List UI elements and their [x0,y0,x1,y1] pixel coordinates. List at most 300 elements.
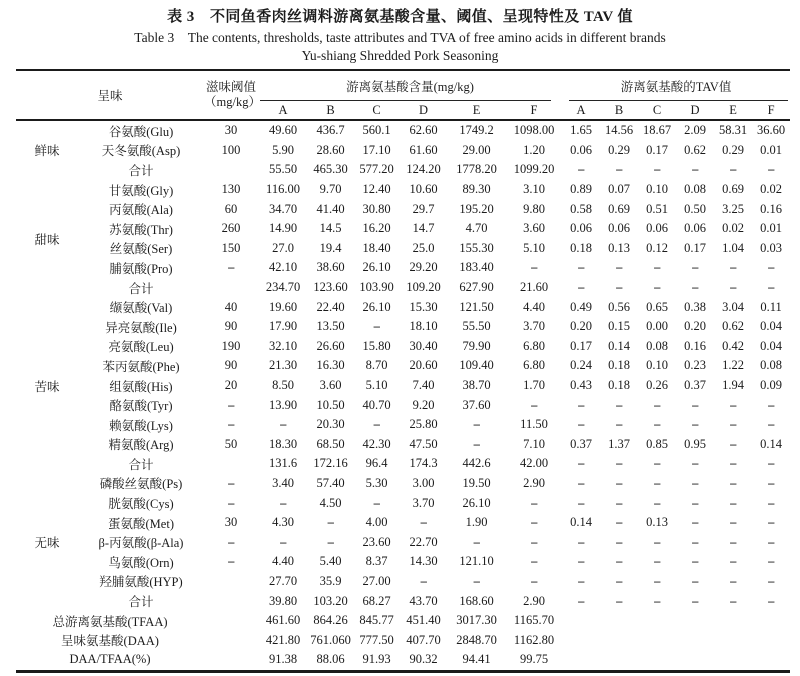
tav-cell-B: – [616,162,622,177]
tav-cell-B: – [616,475,622,490]
header-threshold-line2: （mg/kg） [204,95,261,109]
threshold-cell: 30 [224,515,238,530]
threshold-cell [204,572,258,592]
tav-cell-B: 14.56 [604,123,634,138]
tav-cell-C: – [654,573,660,588]
content-cell-C: 560.1 [362,123,391,138]
tav-cell-E: – [730,280,736,295]
table-row [16,239,790,259]
content-cell-A: 4.30 [272,515,294,530]
content-cell-D: 3.70 [412,495,435,510]
content-cell-B: 864.26 [313,613,348,628]
tav-cell-D: – [692,495,698,510]
amino-acid-name-cell: 亮氨酸(Leu) [108,340,174,355]
tav-cell-B [600,630,638,650]
content-cell-D: 20.60 [409,358,438,373]
content-cell-E: – [473,534,480,549]
content-cell-F: 5.10 [523,240,545,255]
content-cell-E: 89.30 [462,182,491,197]
tav-cell-A: 0.06 [570,142,592,157]
amino-acid-name-cell: 丙氨酸(Ala) [109,203,173,218]
content-cell-A: 421.80 [265,632,301,647]
tav-cell-A [562,611,600,631]
tav-cell-A: – [578,260,584,275]
tav-cell-D: 0.20 [684,319,706,334]
content-cell-C: 91.93 [362,652,391,667]
threshold-cell: – [228,554,234,569]
tav-cell-B: – [616,534,622,549]
content-cell-B: 436.7 [316,123,345,138]
content-cell-A: 34.70 [268,201,298,216]
content-cell-A: – [280,534,286,549]
threshold-cell: 40 [224,299,238,314]
threshold-cell: 100 [221,142,241,157]
content-cell-B: 3.60 [319,378,342,393]
threshold-cell [204,650,258,671]
content-cell-A: 49.60 [268,123,298,138]
tav-cell-F: 0.14 [760,436,782,451]
tav-cell-F: – [768,162,774,177]
content-cell-D: 10.60 [409,182,438,197]
content-cell-A: 21.30 [268,358,298,373]
table-row [16,395,790,415]
tav-cell-D: 0.17 [684,240,706,255]
content-cell-B: 19.4 [319,240,342,255]
content-cell-C: 103.90 [359,280,394,295]
tav-cell-C: – [654,280,660,295]
tav-cell-E: 1.94 [722,378,744,393]
tav-cell-C [638,630,676,650]
header-content-sample-f: F [506,101,562,120]
tav-cell-C: 0.85 [646,436,668,451]
table-row [16,376,790,396]
content-cell-D: – [420,515,427,530]
tav-cell-E: – [730,534,736,549]
content-cell-D: 25.0 [412,240,435,255]
content-cell-D: 7.40 [412,378,435,393]
amino-acid-name-cell: 磷酸丝氨酸(Ps) [99,477,183,492]
tav-cell-C: – [654,260,660,275]
table-body [16,120,790,671]
content-cell-D: 451.40 [406,613,441,628]
threshold-cell: – [228,534,234,549]
content-cell-F: – [531,534,537,549]
amino-acid-name-cell: 蛋氨酸(Met) [108,516,174,531]
tav-cell-B: – [616,495,622,510]
content-cell-B: 22.40 [316,299,345,314]
content-cell-F: 1162.80 [513,632,555,647]
taste-group-cell: 苦味 [34,379,60,394]
tav-cell-B: 0.69 [608,201,630,216]
tav-cell-E: – [730,260,736,275]
tav-cell-C: 18.67 [642,123,672,138]
content-cell-E: 183.40 [459,260,494,275]
tav-cell-F: – [768,534,774,549]
header-tav-sample-d: D [676,101,714,120]
threshold-cell: 90 [224,358,238,373]
header-taste: 呈味 [16,70,204,120]
tav-cell-E: – [730,456,736,471]
tav-cell-D: – [692,280,698,295]
table-title-cn: 表 3 不同鱼香肉丝调料游离氨基酸含量、阈值、呈现特性及 TAV 值 [167,9,633,25]
content-cell-C: – [373,319,380,334]
tav-cell-F: 0.11 [760,299,782,314]
content-cell-B: 761.060 [310,632,351,647]
content-cell-F: 1099.20 [513,162,555,177]
content-cell-F: – [531,260,537,275]
content-cell-C: 5.30 [365,475,388,490]
content-cell-F: 42.00 [519,456,549,471]
content-cell-B: 20.30 [316,417,345,432]
table-row [16,258,790,278]
tav-cell-B: 0.18 [608,378,630,393]
content-cell-A: 3.40 [272,475,294,490]
tav-cell-C: – [654,593,660,608]
table-row [16,199,790,219]
tav-cell-E: – [730,436,736,451]
tav-cell-D: – [692,260,698,275]
amino-acid-name-cell: 精氨酸(Arg) [108,438,174,453]
threshold-cell: 60 [224,201,238,216]
content-cell-C: 5.10 [365,378,388,393]
summary-row [16,650,790,671]
summary-row [16,630,790,650]
tav-cell-D: – [692,515,698,530]
amino-acid-name-cell: 羟脯氨酸(HYP) [99,575,183,590]
content-cell-B: 16.30 [316,358,345,373]
content-cell-F: 7.10 [523,436,545,451]
content-cell-D: 14.30 [409,554,438,569]
amino-acid-name-cell: 甘氨酸(Gly) [108,183,174,198]
content-cell-D: 30.40 [409,338,438,353]
tav-cell-F: 0.03 [760,240,782,255]
content-cell-C: 68.27 [362,593,391,608]
taste-group-cell: 鲜味 [34,144,60,159]
content-cell-B: 88.06 [316,652,345,667]
threshold-cell: 150 [221,240,241,255]
taste-group-cell: 无味 [34,536,60,551]
content-cell-E: 29.00 [462,142,491,157]
tav-cell-D: 0.50 [684,201,706,216]
summary-label-cell: 呈味氨基酸(DAA) [61,634,159,649]
table-row [16,454,790,474]
amino-acid-name-cell: 酪氨酸(Tyr) [109,399,173,414]
table-row [16,572,790,592]
tav-cell-D: – [692,593,698,608]
tav-cell-A: – [578,475,584,490]
content-cell-B: 123.60 [313,280,348,295]
tav-cell-F: 0.16 [760,201,782,216]
header-threshold [204,70,261,120]
content-cell-A: 27.70 [268,573,298,588]
threshold-cell [204,630,258,650]
content-cell-E: 442.6 [462,456,491,471]
content-cell-B: – [327,515,334,530]
content-cell-E: 195.20 [459,201,494,216]
tav-cell-A: – [578,593,584,608]
amino-acid-name-cell: 胱氨酸(Cys) [108,497,174,512]
tav-cell-B: 0.15 [608,319,630,334]
content-cell-E: 19.50 [462,475,491,490]
tav-cell-B: – [616,593,622,608]
content-cell-D: 9.20 [412,397,435,412]
amino-acid-name-cell: 赖氨酸(Lys) [109,418,173,433]
tav-cell-F: 0.01 [760,142,782,157]
table-row [16,591,790,611]
tav-cell-D: 0.23 [684,358,706,373]
table-row [16,552,790,572]
content-cell-C: – [373,495,380,510]
table-row [16,297,790,317]
tav-cell-A: – [578,554,584,569]
tav-cell-C: – [654,495,660,510]
content-cell-C: 26.10 [362,299,391,314]
threshold-cell: – [228,260,234,275]
threshold-cell [204,591,258,611]
subtotal-label-cell: 合计 [128,457,154,472]
header-content-sample-e: E [447,101,506,120]
tav-cell-F: 0.04 [760,319,782,334]
tav-cell-B: – [616,456,622,471]
content-cell-C: 96.4 [365,456,388,471]
content-cell-C: 4.00 [365,515,388,530]
header-content-sample-d: D [400,101,447,120]
content-cell-D: 174.3 [409,456,438,471]
tav-cell-B: – [616,397,622,412]
content-cell-A: 13.90 [268,397,298,412]
threshold-cell: 90 [224,319,238,334]
table-row [16,180,790,200]
tav-cell-E: – [730,162,736,177]
tav-cell-B: 0.18 [608,358,630,373]
tav-cell-F: 0.01 [760,221,782,236]
tav-cell-D: – [692,162,698,177]
content-cell-E: 1.90 [465,515,488,530]
tav-cell-A: 0.24 [570,358,592,373]
tav-cell-F [752,650,790,671]
tav-cell-D: 0.08 [684,182,706,197]
threshold-cell: – [228,417,234,432]
content-cell-B: 103.20 [313,593,348,608]
table-row [16,160,790,180]
tav-cell-A: 0.37 [570,436,592,451]
header-group-row [16,70,790,101]
tav-cell-B: – [616,573,622,588]
content-cell-F: 1.20 [523,142,545,157]
header-content-sample-a: A [258,101,308,120]
content-cell-C: 8.70 [365,358,388,373]
header-threshold-line1: 滋味阈值 [206,80,257,95]
content-cell-B: 172.16 [313,456,348,471]
content-cell-B: 41.40 [316,201,345,216]
content-cell-B: 9.70 [319,182,342,197]
content-cell-F: – [531,495,537,510]
content-cell-E: 3017.30 [456,613,497,628]
tav-cell-E: 0.02 [722,221,744,236]
content-cell-E: – [473,436,480,451]
content-cell-F: 2.90 [523,475,545,490]
content-cell-F: 99.75 [519,652,549,667]
tav-cell-C: 0.26 [646,378,668,393]
tav-cell-A: 0.17 [570,338,592,353]
amino-acid-name-cell: 天冬氨酸(Asp) [101,144,181,159]
threshold-cell: – [228,475,234,490]
tav-cell-B: 0.56 [608,299,630,314]
amino-acid-name-cell: 异亮氨酸(Ile) [105,320,177,335]
content-cell-A: 19.60 [268,299,298,314]
content-cell-F: – [531,554,537,569]
tav-cell-F: – [768,280,774,295]
tav-cell-D: – [692,475,698,490]
content-cell-C: 42.30 [362,436,391,451]
content-cell-F: 4.40 [523,299,545,314]
table-row [16,532,790,552]
tav-cell-C: 0.06 [646,221,668,236]
tav-cell-A: – [578,417,584,432]
content-cell-B: 35.9 [319,573,342,588]
content-cell-F: – [531,573,537,588]
tav-cell-C: 0.00 [646,319,668,334]
tav-cell-E: – [730,573,736,588]
tav-cell-D: 2.09 [684,123,706,138]
tav-cell-C: 0.13 [646,515,668,530]
content-cell-A: 4.40 [272,554,294,569]
content-cell-E: 37.60 [462,397,491,412]
tav-cell-B: – [616,554,622,569]
tav-cell-E: – [730,475,736,490]
tav-cell-A: 0.89 [570,182,592,197]
content-cell-C: 777.50 [359,632,394,647]
subtotal-label-cell: 合计 [128,281,154,296]
tav-cell-B [600,650,638,671]
table-row [16,317,790,337]
tav-cell-F: – [768,554,774,569]
tav-cell-E: 1.04 [722,240,744,255]
tav-cell-C: – [654,534,660,549]
content-cell-D: 18.10 [409,319,438,334]
tav-cell-B: 0.29 [608,142,630,157]
content-cell-F: – [531,515,537,530]
summary-row [16,611,790,631]
tav-cell-E: – [730,495,736,510]
threshold-cell: 30 [224,123,238,138]
header-tav-sample-a: A [562,101,600,120]
tav-cell-D: – [692,417,698,432]
summary-label-cell: DAA/TFAA(%) [69,652,151,667]
tav-cell-C: 0.10 [646,358,668,373]
content-cell-F: 9.80 [523,201,545,216]
content-cell-A: 32.10 [268,338,298,353]
tav-cell-B: 0.13 [608,240,630,255]
tav-cell-D: 0.62 [684,142,706,157]
content-cell-F: 1.70 [523,378,545,393]
content-cell-E: 109.40 [459,358,494,373]
tav-cell-C: – [654,397,660,412]
tav-cell-B: 0.06 [608,221,630,236]
content-cell-E: 121.10 [459,554,494,569]
content-cell-C: 845.77 [359,613,394,628]
tav-cell-C: – [654,456,660,471]
header-tav-sample-e: E [714,101,752,120]
content-cell-F: 6.80 [523,358,545,373]
summary-label-cell: 总游离氨基酸(TFAA) [52,614,168,629]
content-cell-D: 15.30 [409,299,438,314]
table-row [16,337,790,357]
tav-cell-C: 0.65 [646,299,668,314]
content-cell-D: 3.00 [412,475,435,490]
tav-cell-E: – [730,515,736,530]
content-cell-A: 5.90 [272,142,294,157]
threshold-cell: 130 [221,182,241,197]
tav-cell-B: – [616,417,622,432]
content-cell-A: 461.60 [265,613,301,628]
content-cell-A: 18.30 [268,436,298,451]
content-cell-D: – [420,573,427,588]
tav-cell-E: 3.04 [722,299,744,314]
tav-cell-C: 0.10 [646,182,668,197]
tav-cell-A: – [578,534,584,549]
content-cell-E: 94.41 [462,652,491,667]
tav-cell-E: – [730,554,736,569]
tav-cell-A: – [578,573,584,588]
amino-acid-table [16,69,790,673]
content-cell-D: 47.50 [409,436,438,451]
table-title-en-line2: Yu-shiang Shredded Pork Seasoning [301,48,499,63]
content-cell-B: 14.5 [319,221,342,236]
tav-cell-E [714,611,752,631]
tav-cell-A: 0.14 [570,515,592,530]
content-cell-D: 124.20 [406,162,441,177]
tav-cell-D [676,650,714,671]
tav-cell-D: – [692,397,698,412]
tav-cell-E: 1.22 [722,358,744,373]
content-cell-D: 407.70 [406,632,441,647]
table-row [16,219,790,239]
content-cell-E: 26.10 [462,495,491,510]
content-cell-C: 30.80 [362,201,391,216]
tav-cell-B: – [616,515,622,530]
tav-cell-D: – [692,573,698,588]
tav-cell-A: 0.20 [570,319,592,334]
content-cell-C: 17.10 [362,142,391,157]
tav-cell-F: 0.04 [760,338,782,353]
header-content-group: 游离氨基酸含量(mg/kg) [258,70,562,101]
amino-acid-name-cell: 谷氨酸(Glu) [108,124,174,139]
content-cell-F: 21.60 [519,280,549,295]
content-cell-B: 5.40 [319,554,342,569]
tav-cell-E: – [730,417,736,432]
content-cell-F: 3.70 [523,319,545,334]
content-cell-A: – [280,417,286,432]
tav-cell-C: – [654,417,660,432]
tav-cell-C [638,650,676,671]
tav-cell-B [600,611,638,631]
tav-cell-A: 1.65 [570,123,592,138]
content-cell-D: 61.60 [409,142,438,157]
content-cell-D: 90.32 [409,652,438,667]
tav-cell-E: 0.69 [722,182,744,197]
threshold-cell: – [228,495,234,510]
content-cell-C: 8.37 [365,554,388,569]
table-row [16,141,790,161]
tav-cell-D: 0.37 [684,378,706,393]
table-row [16,435,790,455]
tav-cell-F: – [768,475,774,490]
content-cell-F: 2.90 [523,593,545,608]
content-cell-B: 465.30 [313,162,348,177]
content-cell-E: 2848.70 [456,632,497,647]
amino-acid-name-cell: 缬氨酸(Val) [109,301,173,316]
